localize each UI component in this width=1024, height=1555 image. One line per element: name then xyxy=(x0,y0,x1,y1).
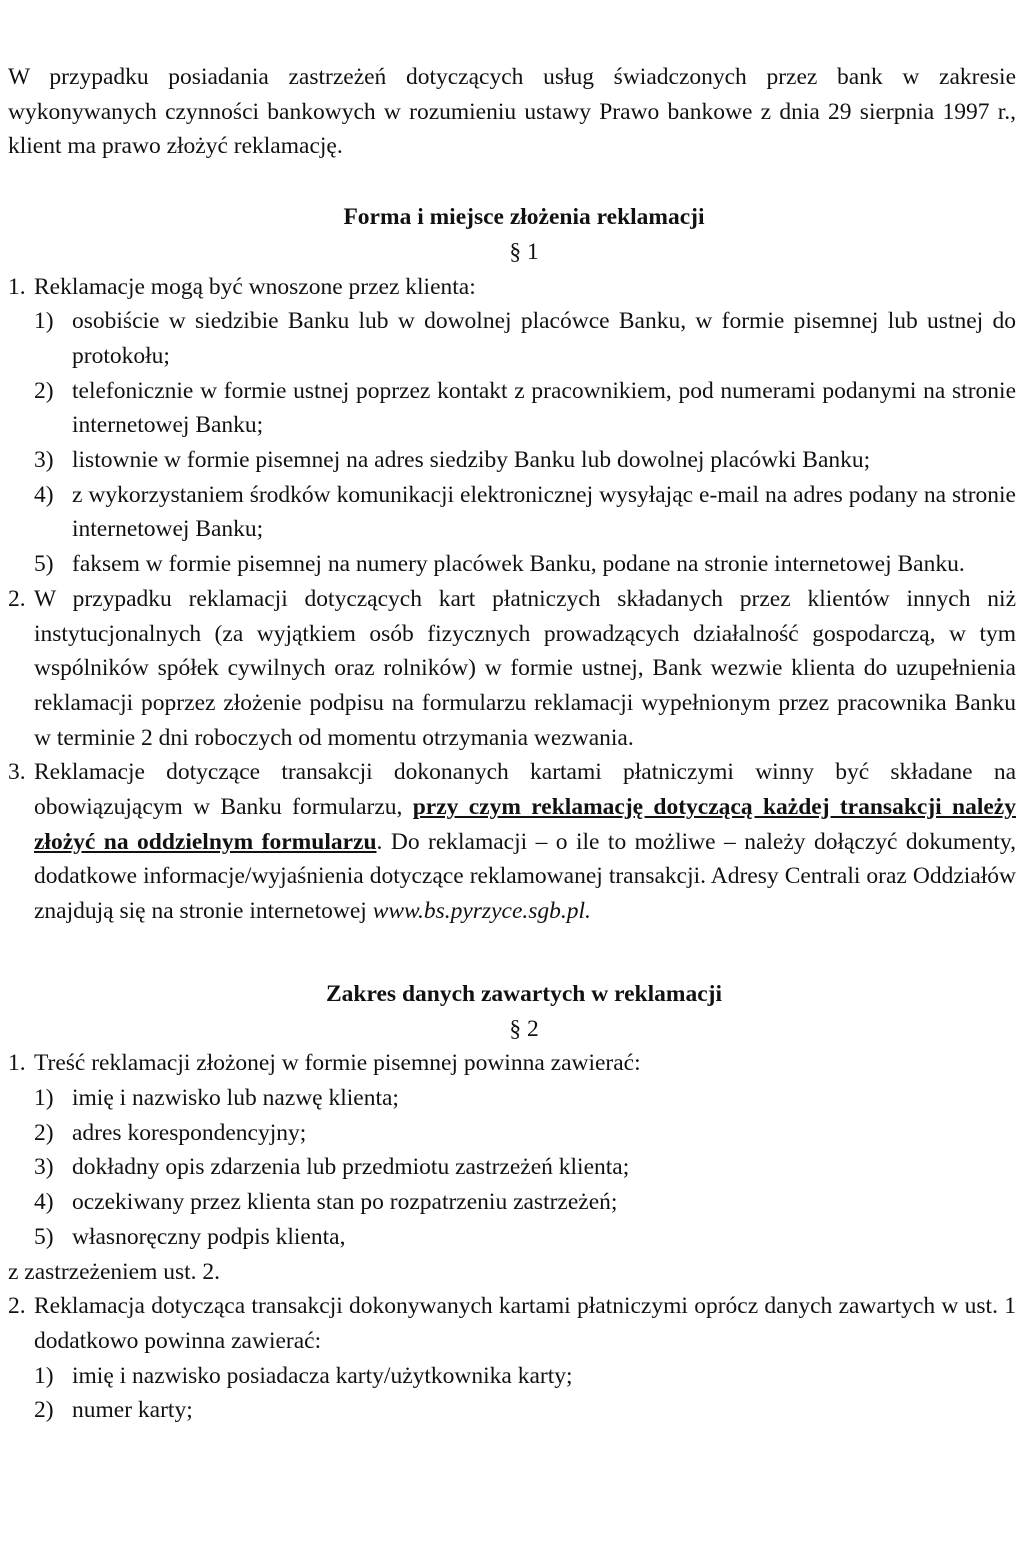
list-item-text: telefonicznie w formie ustnej poprzez kontakt z pracownikiem, pod numerami podanymi na stronie internetowej Banku; xyxy=(72,377,1016,439)
list-item xyxy=(8,443,1016,478)
list-item-text: dokładny opis zdarzenia lub przedmiotu zastrzeżeń klienta; xyxy=(72,1154,630,1181)
clause-text: Reklamacje mogą być wnoszone przez klienta: xyxy=(34,273,476,300)
list-item-number: 1) xyxy=(34,1362,54,1389)
list-item-number: 2) xyxy=(34,1119,54,1146)
list-item-number: 3) xyxy=(34,447,54,474)
clause-number: 1. xyxy=(8,273,26,300)
paragraph-sign: § 1 xyxy=(509,238,539,265)
list-item-text: osobiście w siedzibie Banku lub w dowolnej placówce Banku, w formie pisemnej lub ustnej do protokołu; xyxy=(72,308,1016,369)
clause-text: W przypadku reklamacji dotyczących kart płatniczych składanych przez klientów innych niż instytucjonalnych (za wyjątkiem osób fizycznych prowadzących działalność gospodarczą, w tym wspólników spółek cywilnych oraz rolników) w formie ustnej, Bank wezwie klienta do uzupełnienia reklamacji poprzez złożenie podpisu na formularzu reklamacji wypełnionym przez pracownika Banku w terminie 2 dni roboczych od momentu otrzymania wezwania. xyxy=(34,585,1016,751)
clause-1 xyxy=(8,270,1016,305)
list-item-text: imię i nazwisko posiadacza karty/użytkownika karty; xyxy=(72,1362,573,1389)
section-heading: Forma i miejsce złożenia reklamacji xyxy=(343,204,705,231)
clause-2 xyxy=(8,582,1016,756)
clause-text: Treść reklamacji złożonej w formie pisemnej powinna zawierać: xyxy=(34,1050,641,1077)
list-item-number: 1) xyxy=(34,308,54,335)
list-item-text: adres korespondencyjny; xyxy=(72,1119,307,1146)
list-item-text: własnoręczny podpis klienta, xyxy=(72,1223,346,1250)
list-item-number: 5) xyxy=(34,1223,54,1250)
clause-number: 3. xyxy=(8,759,26,786)
list-item-number: 3) xyxy=(34,1154,54,1181)
clause-number: 2. xyxy=(8,1293,26,1320)
list-item-text: z wykorzystaniem środków komunikacji elektronicznej wysyłając e-mail na adres podany na stronie internetowej Banku; xyxy=(72,481,1016,543)
section-form-and-place xyxy=(8,200,1016,929)
list-item xyxy=(8,1185,1016,1220)
list-item xyxy=(8,1150,1016,1185)
clause-closing-note: z zastrzeżeniem ust. 2. xyxy=(8,1258,221,1285)
list-item xyxy=(8,1081,1016,1116)
list-item-number: 4) xyxy=(34,1189,54,1216)
list-item xyxy=(8,304,1016,373)
spacer xyxy=(8,164,1016,200)
document-page xyxy=(8,60,1016,1428)
section-complaint-data-scope xyxy=(8,977,1016,1428)
section-heading: Zakres danych zawartych w reklamacji xyxy=(326,980,722,1007)
list-item-number: 4) xyxy=(34,481,54,508)
list-item xyxy=(8,1116,1016,1151)
paragraph-sign: § 2 xyxy=(509,1015,539,1042)
clause-3 xyxy=(8,755,1016,929)
clause-text-rest: . Do reklamacji – o ile to możliwe – należy dołączyć dokumenty, dodatkowe informacje/wyjaśnienia dotyczące reklamowanej transakcji. Adresy Centrali oraz Oddziałów znajdują się na stronie internetowej xyxy=(34,828,1016,925)
list-item xyxy=(8,1220,1016,1255)
list-item xyxy=(8,1393,1016,1428)
list-item-text: faksem w formie pisemnej na numery placówek Banku, podane na stronie internetowej Banku. xyxy=(72,551,965,578)
list-item-text: imię i nazwisko lub nazwę klienta; xyxy=(72,1084,399,1111)
list-item-number: 2) xyxy=(34,1397,54,1424)
clause-1 xyxy=(8,1046,1016,1081)
list-item xyxy=(8,1359,1016,1394)
clause-text-start: Reklamacje dotyczące transakcji dokonanych kartami płatniczymi winny być składane na obowiązującym w Banku formularzu, xyxy=(34,759,1016,821)
list-item-number: 5) xyxy=(34,551,54,578)
clause-number: 2. xyxy=(8,585,26,612)
list-item-number: 2) xyxy=(34,377,54,404)
emphasized-requirement: przy czym reklamację dotyczącą każdej transakcji należy złożyć na oddzielnym formularzu xyxy=(34,794,1016,855)
clause-text xyxy=(34,755,1016,929)
list-item xyxy=(8,374,1016,443)
intro-paragraph: W przypadku posiadania zastrzeżeń dotyczących usług świadczonych przez bank w zakresie wykonywanych czynności bankowych w rozumieniu ustawy Prawo bankowe z dnia 29 sierpnia 1997 r., klient ma prawo złożyć reklamację. xyxy=(8,64,1016,160)
list-item-text: numer karty; xyxy=(72,1397,193,1424)
list-item-text: oczekiwany przez klienta stan po rozpatrzeniu zastrzeżeń; xyxy=(72,1189,618,1216)
spacer xyxy=(8,929,1016,977)
list-item xyxy=(8,547,1016,582)
list-item xyxy=(8,478,1016,547)
list-item-text: listownie w formie pisemnej na adres siedziby Banku lub dowolnej placówki Banku; xyxy=(72,447,871,474)
clause-number: 1. xyxy=(8,1050,26,1077)
clause-2 xyxy=(8,1289,1016,1358)
bank-website-link[interactable]: www.bs.pyrzyce.sgb.pl. xyxy=(372,898,591,925)
list-item-number: 1) xyxy=(34,1084,54,1111)
clause-text: Reklamacja dotycząca transakcji dokonywanych kartami płatniczymi oprócz danych zawartych w ust. 1 dodatkowo powinna zawierać: xyxy=(34,1293,1016,1354)
